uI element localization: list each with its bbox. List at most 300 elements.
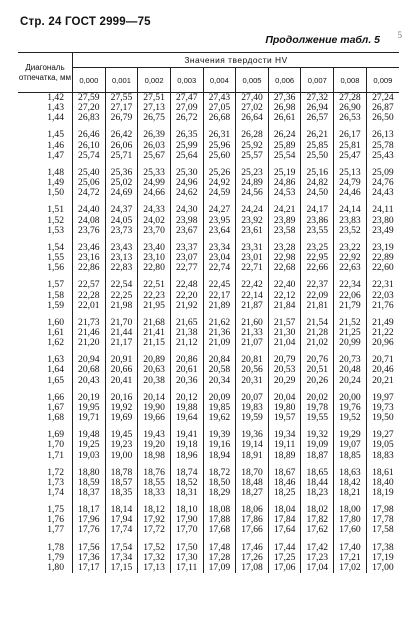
hardness-cell: 23,61	[236, 226, 269, 236]
spacer-cell	[18, 273, 73, 280]
hardness-cell: 26,87	[366, 103, 399, 113]
hardness-cell: 20,19	[73, 393, 106, 403]
hardness-cell: 21,62	[203, 318, 236, 328]
hardness-cell: 25,16	[301, 168, 334, 178]
column-header: 0,001	[105, 68, 138, 93]
hardness-cell: 27,51	[138, 93, 171, 104]
diagonal-cell: 1,63	[18, 355, 73, 365]
hardness-cell: 21,25	[334, 328, 367, 338]
table-row	[18, 451, 399, 461]
hardness-cell: 18,76	[138, 468, 171, 478]
hardness-cell: 17,92	[138, 515, 171, 525]
hardness-cell: 22,74	[203, 263, 236, 273]
column-header: 0,005	[236, 68, 269, 93]
column-header: 0,009	[366, 68, 399, 93]
hardness-cell: 20,31	[236, 376, 269, 386]
hardness-cell: 17,86	[236, 515, 269, 525]
hardness-cell: 20,58	[203, 365, 236, 375]
spacer-cell	[18, 348, 73, 355]
hardness-cell: 26,57	[301, 113, 334, 123]
hardness-cell: 24,92	[203, 178, 236, 188]
hardness-cell: 20,66	[105, 365, 138, 375]
hardness-cell: 19,27	[366, 430, 399, 440]
hardness-cell: 20,81	[236, 355, 269, 365]
hardness-cell: 22,71	[236, 263, 269, 273]
hardness-cell: 21,04	[268, 338, 301, 348]
hardness-cell: 25,92	[236, 141, 269, 151]
column-header: 0,002	[138, 68, 171, 93]
hardness-cell: 20,24	[334, 376, 367, 386]
spacer-cell	[18, 386, 73, 393]
hardness-cell: 17,21	[334, 553, 367, 563]
hardness-cell: 24,05	[105, 216, 138, 226]
hardness-cell: 22,98	[268, 253, 301, 263]
hardness-cell: 19,34	[268, 430, 301, 440]
hardness-cell: 22,92	[334, 253, 367, 263]
hardness-cell: 20,86	[170, 355, 203, 365]
hardness-cell: 22,95	[301, 253, 334, 263]
hardness-cell: 17,19	[366, 553, 399, 563]
hardness-cell: 19,97	[366, 393, 399, 403]
diagonal-cell: 1,50	[18, 188, 73, 198]
diagonal-cell: 1,74	[18, 488, 73, 498]
hardness-cell: 23,37	[170, 243, 203, 253]
hardness-cell: 18,96	[170, 451, 203, 461]
hardness-cell: 22,40	[268, 280, 301, 290]
diagonal-cell: 1,54	[18, 243, 73, 253]
hardness-cell: 18,00	[334, 505, 367, 515]
hardness-cell: 19,69	[105, 413, 138, 423]
hardness-cell: 17,70	[170, 525, 203, 535]
hardness-cell: 25,67	[138, 151, 171, 161]
hardness-cell: 18,80	[73, 468, 106, 478]
diagonal-cell: 1,75	[18, 505, 73, 515]
hardness-cell: 20,00	[334, 393, 367, 403]
hardness-cell: 19,55	[301, 413, 334, 423]
hardness-cell: 19,50	[366, 413, 399, 423]
hardness-cell: 18,40	[366, 478, 399, 488]
diagonal-cell: 1,56	[18, 263, 73, 273]
hardness-cell: 18,23	[301, 488, 334, 498]
hardness-cell: 19,20	[138, 440, 171, 450]
hardness-cell: 22,80	[138, 263, 171, 273]
hardness-cell: 24,96	[170, 178, 203, 188]
table-row	[18, 113, 399, 123]
hardness-cell: 22,31	[366, 280, 399, 290]
hardness-cell: 23,46	[73, 243, 106, 253]
hardness-cell: 23,19	[366, 243, 399, 253]
hardness-cell: 20,12	[170, 393, 203, 403]
hardness-cell: 26,72	[170, 113, 203, 123]
hardness-cell: 26,94	[301, 103, 334, 113]
diagonal-cell: 1,62	[18, 338, 73, 348]
hardness-cell: 19,59	[236, 413, 269, 423]
hardness-cell: 19,25	[73, 440, 106, 450]
hardness-cell: 17,17	[73, 563, 106, 573]
hardness-cell: 21,17	[105, 338, 138, 348]
hardness-cell: 18,17	[73, 505, 106, 515]
hardness-cell: 22,28	[73, 291, 106, 301]
table-continuation-label: Продолжение табл. 5	[265, 34, 380, 46]
hardness-cell: 26,42	[105, 130, 138, 140]
hardness-cell: 21,15	[138, 338, 171, 348]
hardness-cell: 25,89	[268, 141, 301, 151]
hardness-cell: 23,40	[138, 243, 171, 253]
hardness-cell: 21,54	[301, 318, 334, 328]
diagonal-cell: 1,66	[18, 393, 73, 403]
hardness-cell: 25,13	[334, 168, 367, 178]
hardness-cell: 19,88	[170, 403, 203, 413]
table-row	[18, 263, 399, 273]
hardness-cell: 24,11	[366, 205, 399, 215]
hardness-cell: 23,22	[334, 243, 367, 253]
hardness-cell: 18,27	[236, 488, 269, 498]
table-row	[18, 440, 399, 450]
hardness-cell: 19,18	[170, 440, 203, 450]
hardness-cell: 24,40	[73, 205, 106, 215]
hardness-cell: 18,50	[203, 478, 236, 488]
hardness-cell: 24,89	[236, 178, 269, 188]
hardness-cell: 19,62	[203, 413, 236, 423]
hardness-cell: 19,92	[105, 403, 138, 413]
hardness-cell: 20,79	[268, 355, 301, 365]
hardness-cell: 20,07	[236, 393, 269, 403]
hardness-cell: 19,90	[138, 403, 171, 413]
hardness-cell: 21,36	[203, 328, 236, 338]
hardness-cell: 23,92	[236, 216, 269, 226]
hardness-cell: 25,64	[170, 151, 203, 161]
hardness-cell: 26,64	[236, 113, 269, 123]
hardness-cell: 21,44	[105, 328, 138, 338]
diagonal-cell: 1,77	[18, 525, 73, 535]
hardness-cell: 19,76	[334, 403, 367, 413]
hardness-cell: 19,41	[170, 430, 203, 440]
diagonal-cell: 1,57	[18, 280, 73, 290]
hardness-cell: 22,48	[170, 280, 203, 290]
hardness-cell: 22,17	[203, 291, 236, 301]
hardness-span-header: Значения твердости HV	[73, 53, 400, 68]
hardness-cell: 19,09	[301, 440, 334, 450]
hardness-cell: 18,83	[366, 451, 399, 461]
hardness-cell: 21,52	[334, 318, 367, 328]
hardness-cell: 21,76	[366, 301, 399, 311]
diagonal-cell: 1,73	[18, 478, 73, 488]
hardness-cell: 19,00	[105, 451, 138, 461]
hardness-cell: 27,47	[170, 93, 203, 104]
table-row	[18, 301, 399, 311]
hardness-cell: 20,14	[138, 393, 171, 403]
table-row	[18, 563, 399, 573]
hardness-cell: 21,22	[366, 328, 399, 338]
hardness-cell: 19,03	[73, 451, 106, 461]
hardness-cell: 22,57	[73, 280, 106, 290]
hardness-cell: 17,64	[268, 525, 301, 535]
hardness-cell: 24,27	[203, 205, 236, 215]
hardness-cell: 22,86	[73, 263, 106, 273]
hardness-table	[18, 52, 399, 573]
hardness-cell: 19,45	[105, 430, 138, 440]
hardness-cell: 23,16	[73, 253, 106, 263]
hardness-cell: 20,41	[105, 376, 138, 386]
column-header: 0,008	[334, 68, 367, 93]
diagonal-cell: 1,46	[18, 141, 73, 151]
hardness-cell: 19,14	[236, 440, 269, 450]
diagonal-column-header	[18, 53, 73, 93]
hardness-cell: 26,06	[105, 141, 138, 151]
hardness-cell: 23,95	[203, 216, 236, 226]
hardness-cell: 24,50	[301, 188, 334, 198]
hardness-cell: 27,17	[105, 103, 138, 113]
diagonal-cell: 1,42	[18, 93, 73, 104]
hardness-cell: 23,89	[268, 216, 301, 226]
hardness-cell: 24,24	[236, 205, 269, 215]
hardness-cell: 23,80	[366, 216, 399, 226]
hardness-cell: 22,63	[334, 263, 367, 273]
hardness-cell: 24,30	[170, 205, 203, 215]
hardness-cell: 25,85	[301, 141, 334, 151]
hardness-cell: 18,46	[268, 478, 301, 488]
spacer-cell	[18, 123, 73, 130]
hardness-cell: 22,06	[334, 291, 367, 301]
hardness-cell: 22,89	[366, 253, 399, 263]
hardness-cell: 21,87	[236, 301, 269, 311]
table-row	[18, 338, 399, 348]
diagonal-cell: 1,43	[18, 103, 73, 113]
hardness-cell: 20,53	[268, 365, 301, 375]
hardness-cell: 18,19	[366, 488, 399, 498]
hardness-cell: 22,45	[203, 280, 236, 290]
column-header: 0,000	[73, 68, 106, 93]
hardness-cell: 18,04	[268, 505, 301, 515]
hardness-cell: 20,99	[334, 338, 367, 348]
hardness-cell: 26,10	[73, 141, 106, 151]
hardness-cell: 22,60	[366, 263, 399, 273]
diagonal-cell: 1,47	[18, 151, 73, 161]
hardness-cell: 23,34	[203, 243, 236, 253]
hardness-cell: 17,60	[334, 525, 367, 535]
hardness-cell: 20,96	[366, 338, 399, 348]
diagonal-cell: 1,68	[18, 413, 73, 423]
column-header: 0,007	[301, 68, 334, 93]
hardness-cell: 19,07	[334, 440, 367, 450]
hardness-cell: 22,25	[105, 291, 138, 301]
hardness-cell: 17,90	[170, 515, 203, 525]
hardness-cell: 25,71	[105, 151, 138, 161]
hardness-cell: 24,21	[268, 205, 301, 215]
hardness-cell: 20,43	[73, 376, 106, 386]
hardness-cell: 23,58	[268, 226, 301, 236]
hardness-cell: 20,63	[138, 365, 171, 375]
diagonal-cell: 1,60	[18, 318, 73, 328]
hardness-cell: 23,73	[105, 226, 138, 236]
hardness-cell: 19,57	[268, 413, 301, 423]
hardness-cell: 17,78	[366, 515, 399, 525]
hardness-cell: 22,54	[105, 280, 138, 290]
diagonal-cell: 1,76	[18, 515, 73, 525]
hardness-cell: 17,46	[236, 543, 269, 553]
hardness-cell: 27,36	[268, 93, 301, 104]
hardness-cell: 17,38	[366, 543, 399, 553]
spacer-cell	[18, 423, 73, 430]
hardness-cell: 20,09	[203, 393, 236, 403]
hardness-cell: 27,05	[203, 103, 236, 113]
hardness-cell: 25,60	[203, 151, 236, 161]
hardness-cell: 21,30	[268, 328, 301, 338]
hardness-cell: 25,47	[334, 151, 367, 161]
hardness-cell: 25,78	[366, 141, 399, 151]
hardness-cell: 18,63	[334, 468, 367, 478]
hardness-cell: 17,15	[105, 563, 138, 573]
hardness-cell: 19,95	[73, 403, 106, 413]
hardness-cell: 26,83	[73, 113, 106, 123]
hardness-cell: 24,72	[73, 188, 106, 198]
hardness-cell: 21,28	[301, 328, 334, 338]
hardness-cell: 22,83	[105, 263, 138, 273]
hardness-cell: 27,13	[138, 103, 171, 113]
hardness-cell: 25,81	[334, 141, 367, 151]
hardness-cell: 18,57	[105, 478, 138, 488]
hardness-cell: 24,08	[73, 216, 106, 226]
hardness-cell: 23,13	[105, 253, 138, 263]
hardness-cell: 23,04	[203, 253, 236, 263]
table-row	[18, 188, 399, 198]
hardness-cell: 24,14	[334, 205, 367, 215]
hardness-cell: 18,87	[301, 451, 334, 461]
hardness-cell: 22,20	[170, 291, 203, 301]
hardness-cell: 25,50	[301, 151, 334, 161]
hardness-cell: 19,36	[236, 430, 269, 440]
hardness-cell: 17,42	[301, 543, 334, 553]
hardness-cell: 21,70	[105, 318, 138, 328]
hardness-cell: 19,64	[170, 413, 203, 423]
hardness-cell: 18,78	[105, 468, 138, 478]
hardness-cell: 17,94	[105, 515, 138, 525]
hardness-cell: 20,89	[138, 355, 171, 365]
table-row	[18, 226, 399, 236]
hardness-cell: 20,91	[105, 355, 138, 365]
hardness-cell: 18,94	[203, 451, 236, 461]
diagonal-cell: 1,69	[18, 430, 73, 440]
hardness-cell: 17,44	[268, 543, 301, 553]
hardness-cell: 19,78	[301, 403, 334, 413]
hardness-cell: 25,57	[236, 151, 269, 161]
hardness-cell: 17,26	[236, 553, 269, 563]
hardness-cell: 19,66	[138, 413, 171, 423]
hardness-cell: 25,54	[268, 151, 301, 161]
hardness-cell: 17,96	[73, 515, 106, 525]
hardness-cell: 23,10	[138, 253, 171, 263]
hardness-cell: 22,03	[366, 291, 399, 301]
hardness-cell: 17,48	[203, 543, 236, 553]
hardness-cell: 23,07	[170, 253, 203, 263]
hardness-cell: 20,04	[268, 393, 301, 403]
table-row	[18, 151, 399, 161]
diagonal-header-line1: Диагональ	[25, 62, 65, 72]
spacer-cell	[18, 461, 73, 468]
diagonal-cell: 1,51	[18, 205, 73, 215]
hardness-cell: 18,08	[203, 505, 236, 515]
hardness-cell: 24,46	[334, 188, 367, 198]
hardness-cell: 20,84	[203, 355, 236, 365]
hardness-cell: 26,79	[105, 113, 138, 123]
hardness-cell: 20,71	[366, 355, 399, 365]
hardness-cell: 17,02	[334, 563, 367, 573]
hardness-cell: 18,29	[203, 488, 236, 498]
diagonal-cell: 1,55	[18, 253, 73, 263]
page-header: Стр. 24 ГОСТ 2999—75	[20, 16, 151, 28]
hardness-cell: 25,96	[203, 141, 236, 151]
diagonal-cell: 1,52	[18, 216, 73, 226]
hardness-cell: 22,23	[138, 291, 171, 301]
hardness-cell: 25,43	[366, 151, 399, 161]
hardness-cell: 18,12	[138, 505, 171, 515]
hardness-cell: 25,19	[268, 168, 301, 178]
hardness-cell: 18,44	[301, 478, 334, 488]
hardness-cell: 19,16	[203, 440, 236, 450]
hardness-cell: 24,33	[138, 205, 171, 215]
hardness-cell: 20,51	[301, 365, 334, 375]
hardness-cell: 27,40	[236, 93, 269, 104]
hardness-cell: 17,06	[268, 563, 301, 573]
diagonal-cell: 1,65	[18, 376, 73, 386]
hardness-cell: 22,09	[301, 291, 334, 301]
hardness-cell: 18,35	[105, 488, 138, 498]
hardness-cell: 23,25	[301, 243, 334, 253]
hardness-cell: 19,05	[366, 440, 399, 450]
hardness-cell: 27,43	[203, 93, 236, 104]
hardness-cell: 24,56	[236, 188, 269, 198]
hardness-cell: 17,36	[73, 553, 106, 563]
table-row	[18, 525, 399, 535]
spacer-cell	[18, 536, 73, 543]
hardness-cell: 25,36	[105, 168, 138, 178]
hardness-cell: 17,98	[366, 505, 399, 515]
hardness-cell: 22,66	[301, 263, 334, 273]
hardness-cell: 18,55	[138, 478, 171, 488]
spacer-cell	[18, 161, 73, 168]
hardness-cell: 22,77	[170, 263, 203, 273]
spacer-cell	[18, 198, 73, 205]
spacer-cell	[18, 236, 73, 243]
hardness-cell: 21,84	[268, 301, 301, 311]
column-header: 0,003	[170, 68, 203, 93]
hardness-cell: 22,01	[73, 301, 106, 311]
hardness-cell: 23,28	[268, 243, 301, 253]
hardness-cell: 19,48	[73, 430, 106, 440]
hardness-cell: 18,89	[268, 451, 301, 461]
hardness-cell: 22,12	[268, 291, 301, 301]
hardness-cell: 21,49	[366, 318, 399, 328]
hardness-cell: 23,49	[366, 226, 399, 236]
hardness-cell: 25,26	[203, 168, 236, 178]
table-row	[18, 280, 399, 290]
hardness-cell: 24,43	[366, 188, 399, 198]
hardness-cell: 20,68	[73, 365, 106, 375]
spacer-cell	[18, 498, 73, 505]
table-row	[18, 488, 399, 498]
diagonal-cell: 1,71	[18, 451, 73, 461]
hardness-cell: 21,07	[236, 338, 269, 348]
hardness-cell: 17,09	[203, 563, 236, 573]
hardness-cell: 17,58	[366, 525, 399, 535]
hardness-cell: 17,84	[268, 515, 301, 525]
hardness-cell: 17,76	[73, 525, 106, 535]
hardness-cell: 19,85	[203, 403, 236, 413]
hardness-cell: 18,42	[334, 478, 367, 488]
hardness-cell: 17,00	[366, 563, 399, 573]
hardness-cell: 17,82	[301, 515, 334, 525]
column-header: 0,004	[203, 68, 236, 93]
